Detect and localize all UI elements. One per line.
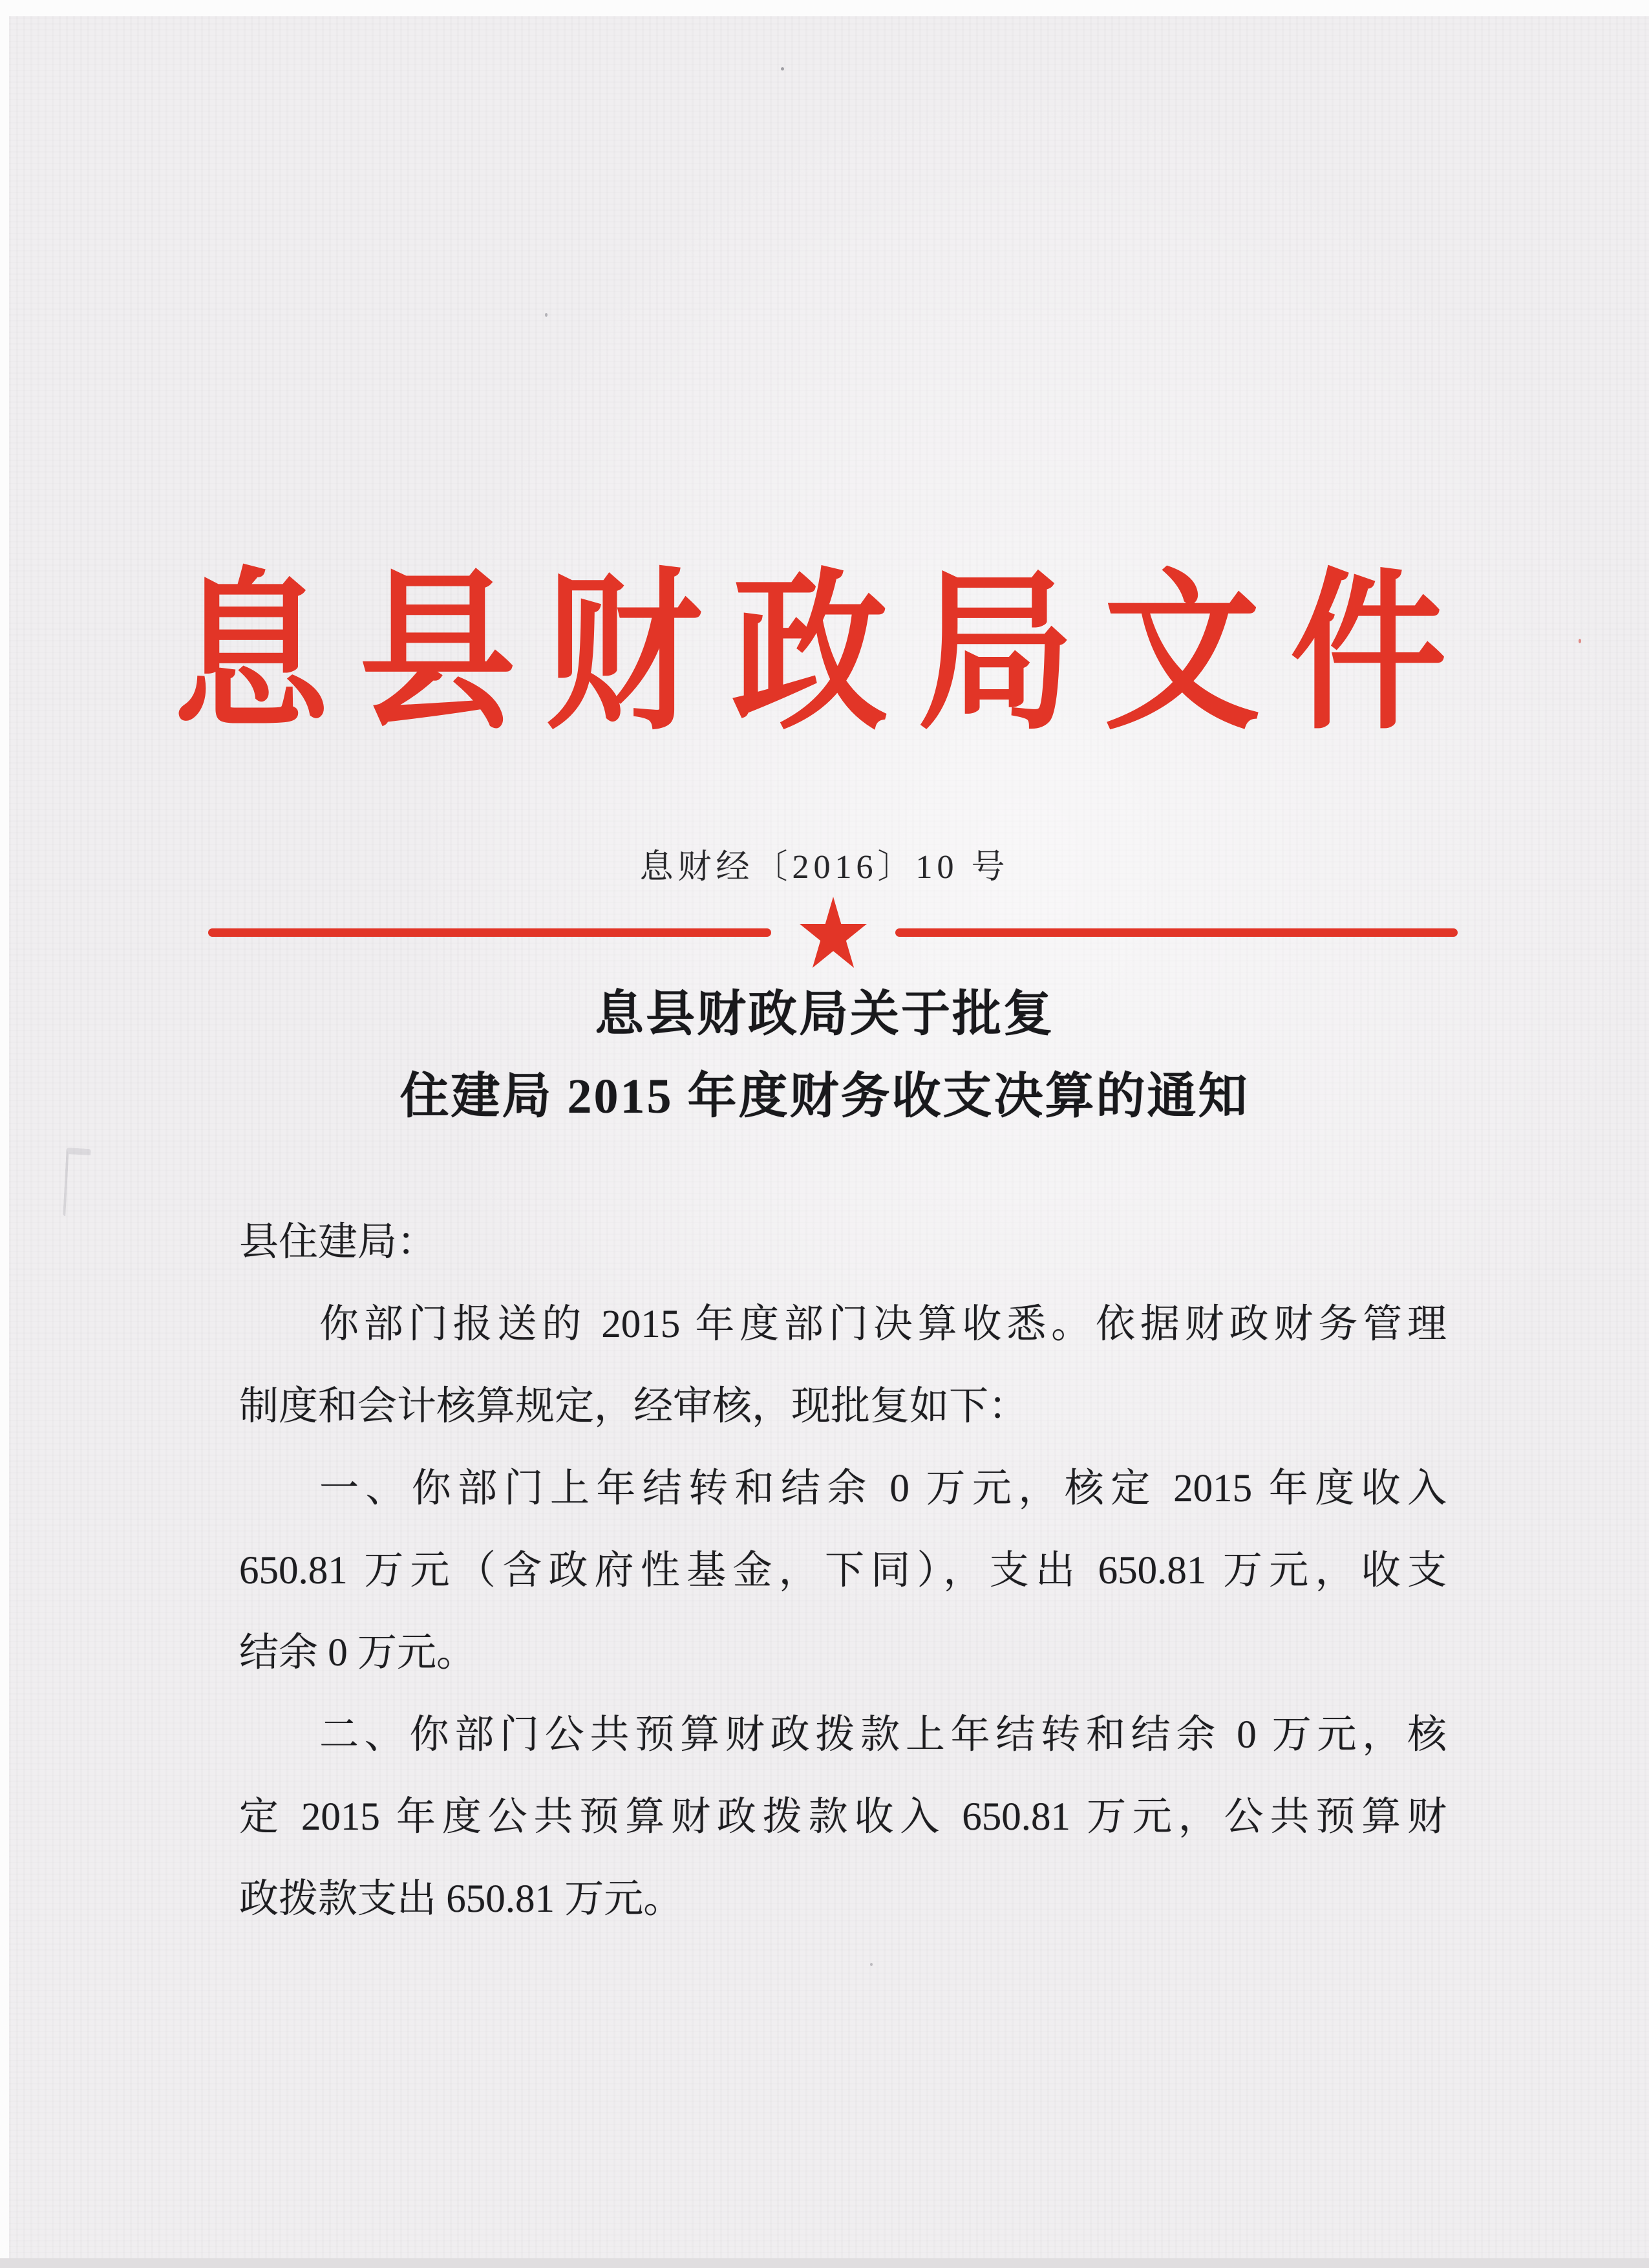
divider-bar-right bbox=[895, 928, 1458, 937]
scan-speck bbox=[545, 313, 548, 317]
body-line: 一、你部门上年结转和结余 0 万元，核定 2015 年度收入 bbox=[319, 1467, 1447, 1510]
body-line: 制度和会计核算规定，经审核，现批复如下： bbox=[239, 1385, 1028, 1428]
body-line: 结余 0 万元。 bbox=[239, 1631, 476, 1674]
scan-pin-mark bbox=[63, 1148, 90, 1217]
red-star-icon bbox=[800, 897, 867, 968]
document-number: 息财经〔2016〕10 号 bbox=[639, 849, 1010, 886]
body-line: 你部门报送的 2015 年度部门决算收悉。依据财政财务管理 bbox=[319, 1303, 1447, 1346]
body-line: 政拨款支出 650.81 万元。 bbox=[239, 1878, 683, 1921]
red-divider bbox=[208, 896, 1458, 968]
scan-speck bbox=[870, 1963, 873, 1966]
body-line: 定 2015 年度公共预算财政拨款收入 650.81 万元，公共预算财 bbox=[239, 1795, 1447, 1839]
scan-bottom-edge bbox=[0, 2258, 1649, 2268]
document-body bbox=[239, 1201, 1447, 1940]
body-line: 650.81 万元（含政府性基金，下同），支出 650.81 万元，收支 bbox=[239, 1549, 1447, 1592]
headline-line-1: 息县财政局关于批复 bbox=[595, 987, 1054, 1042]
divider-bar-left bbox=[208, 928, 771, 937]
scan-speck bbox=[1579, 639, 1581, 643]
agency-banner-title: 息县财政局文件 bbox=[173, 559, 1476, 751]
scan-speck bbox=[781, 67, 784, 70]
headline-line-2: 住建局 2015 年度财务收支决算的通知 bbox=[399, 1069, 1250, 1124]
body-line-salutation: 县住建局： bbox=[239, 1221, 437, 1264]
body-line: 二、你部门公共预算财政拨款上年结转和结余 0 万元，核 bbox=[319, 1713, 1447, 1757]
document-headline bbox=[0, 974, 1649, 1138]
